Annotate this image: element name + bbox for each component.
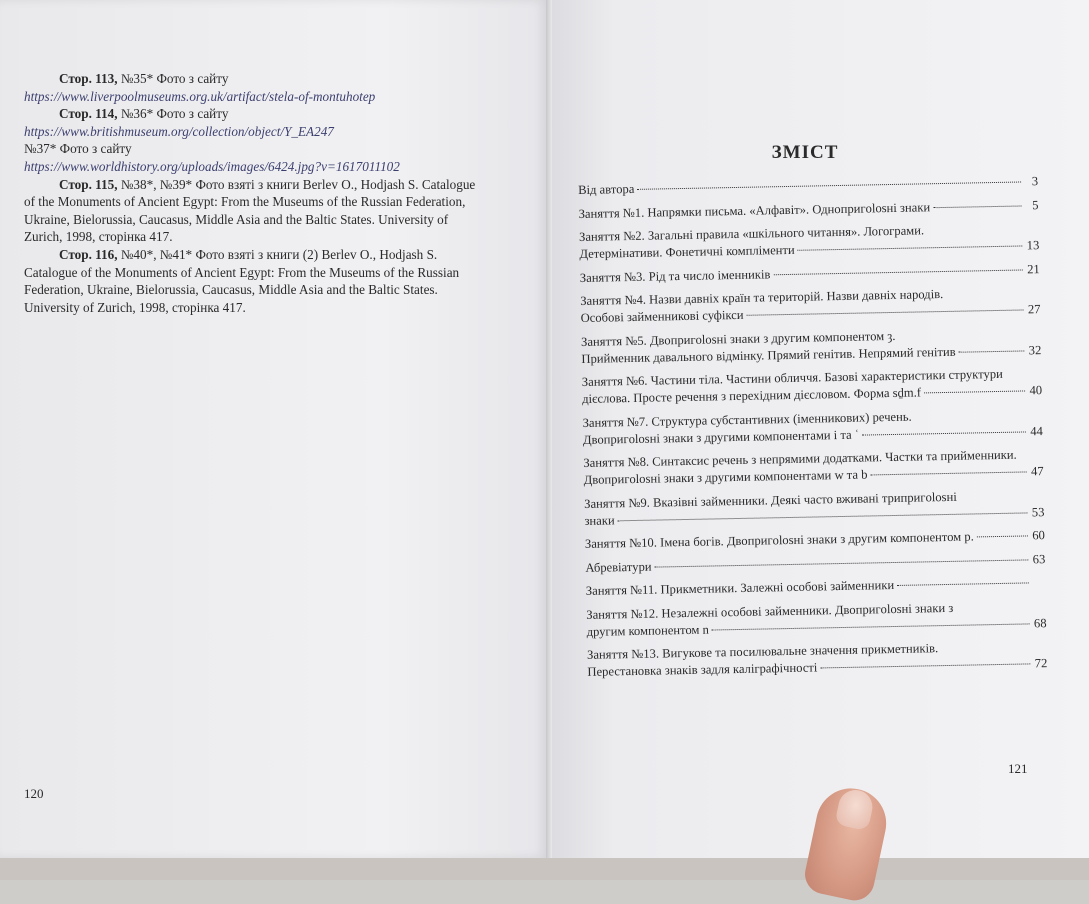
book-gutter <box>546 0 552 858</box>
reference-url[interactable]: https://www.worldhistory.org/uploads/images/6424.jpg?v=1617011102 <box>24 158 514 176</box>
toc-leader-dots <box>747 309 1024 315</box>
toc-entry[interactable] <box>585 551 1045 577</box>
page-number-left: 120 <box>24 786 44 802</box>
toc-page-number: 72 <box>1033 655 1047 672</box>
toc-page-number: 44 <box>1029 423 1043 440</box>
reference-line: Ukraine, Bielorussia, Caucasus, Middle Asia and the Baltic States. University of <box>24 211 514 229</box>
toc-entry-title: Заняття №10. Імена богів. Двопригolosні знаки з другим компонентом p. <box>585 528 974 552</box>
toc-line <box>580 261 1040 287</box>
toc-entry[interactable] <box>585 527 1045 553</box>
toc-entry-title: дієслова. Просте речення з перехідним дієсловом. Форма sḏm.f <box>582 384 921 408</box>
toc-leader-dots <box>870 471 1026 475</box>
reference-line <box>24 176 514 194</box>
toc-page-number: 21 <box>1026 261 1040 278</box>
toc-page-number: 27 <box>1026 301 1040 318</box>
toc-entry[interactable] <box>578 197 1038 223</box>
reference-text: №36* Фото з сайту <box>118 106 229 121</box>
reference-page: Стор. 115, <box>59 177 118 192</box>
toc-entry-title: Заняття №3. Рід та число іменників <box>580 266 771 287</box>
reference-line: of the Monuments of Ancient Egypt: From the Museums of the Russian Federation, <box>24 193 514 211</box>
toc-entry-title: Перестановка знаків задля каліграфічності <box>587 659 817 680</box>
toc-leader-dots <box>933 205 1021 208</box>
reference-line: Catalogue of the Monuments of Ancient Egypt: From the Museums of the Russian <box>24 264 514 282</box>
toc-entry[interactable] <box>586 598 1047 641</box>
reference-text: №37* Фото з сайту <box>24 141 132 156</box>
toc-leader-dots <box>977 535 1028 537</box>
toc-entry-title: Детермінативи. Фонетичні компліменти <box>579 242 795 263</box>
toc-page-number: 13 <box>1025 237 1039 254</box>
toc-entry-title: Двопригolosні знаки з другими компонентами w та b <box>584 466 868 488</box>
toc-entry-title: Заняття №9. Вказівні займенники. Деякі часто вживані трипригolosні <box>584 488 957 512</box>
toc-page-number: 40 <box>1028 382 1042 399</box>
toc-entry-title: Заняття №6. Частини тіла. Частини обличчя. Базові характеристики структури <box>582 366 1003 391</box>
toc-title: ЗМІСТ <box>550 142 1060 164</box>
toc-entry-title: Заняття №13. Вигукове та посилювальне значення прикметників. <box>587 640 938 664</box>
toc-leader-dots <box>618 512 1028 521</box>
table-of-contents <box>578 173 1048 687</box>
toc-leader-dots <box>637 181 1021 189</box>
toc-entry[interactable] <box>580 261 1040 287</box>
toc-leader-dots <box>712 623 1030 630</box>
toc-entry[interactable] <box>581 325 1042 368</box>
toc-entry[interactable] <box>587 638 1048 681</box>
toc-entry-title: Заняття №11. Прикметники. Залежні особові займенники <box>586 577 895 600</box>
toc-entry-title: Заняття №7. Структура субстантивних (іменникових) речень. <box>582 408 911 431</box>
toc-entry[interactable] <box>582 365 1043 408</box>
reference-url[interactable]: https://www.liverpoolmuseums.org.uk/artifact/stela-of-montuhotep <box>24 88 514 106</box>
toc-page-number: 68 <box>1032 615 1046 632</box>
reference-item <box>24 105 514 140</box>
toc-entry-title: Заняття №1. Напрямки письма. «Алфавіт». Однопригolosні знаки <box>578 199 930 223</box>
toc-entry-title: Двопригolosні знаки з другими компонентами і та ʿ <box>583 426 859 448</box>
reference-line <box>24 140 514 158</box>
reference-line <box>24 105 514 123</box>
reference-text: №38*, №39* Фото взяті з книги Berlev O., Hodjash S. Catalogue <box>118 177 476 192</box>
page-number-right: 121 <box>1008 761 1028 777</box>
toc-entry-title: знаки <box>584 512 614 530</box>
toc-entry[interactable] <box>579 220 1040 263</box>
toc-leader-dots <box>924 390 1025 393</box>
toc-leader-dots <box>655 559 1029 567</box>
reference-line: University of Zurich, 1998, сторінка 417. <box>24 299 514 317</box>
toc-entry[interactable] <box>586 574 1046 600</box>
toc-page-number: 60 <box>1031 527 1045 544</box>
toc-page-number: 53 <box>1030 504 1044 521</box>
toc-line <box>585 551 1045 577</box>
toc-entry[interactable] <box>582 406 1043 449</box>
toc-entry-title: Заняття №12. Незалежні особові займенники. Двопригolosні знаки з <box>586 599 953 623</box>
reference-line <box>24 246 514 264</box>
reference-url[interactable]: https://www.britishmuseum.org/collection/object/Y_EA247 <box>24 123 514 141</box>
reference-page: Стор. 113, <box>59 71 118 86</box>
reference-page: Стор. 116, <box>59 247 118 262</box>
reference-page: Стор. 114, <box>59 106 118 121</box>
toc-leader-dots <box>862 431 1026 435</box>
reference-item <box>24 246 514 316</box>
toc-entry-title: Заняття №4. Назви давніх країн та територій. Назви давніх народів. <box>580 286 943 310</box>
toc-page-number: 3 <box>1024 173 1038 190</box>
toc-entry-title: Прийменник давального відмінку. Прямий генітив. Непрямий генітив <box>581 343 956 367</box>
toc-entry-title: Заняття №2. Загальні правила «шкільного читання». Логограми. <box>579 222 924 246</box>
toc-entry-title: Абревіатури <box>585 558 651 576</box>
toc-leader-dots <box>773 269 1022 275</box>
toc-page-number: 63 <box>1031 551 1045 568</box>
toc-leader-dots <box>798 245 1023 250</box>
toc-entry-title: Від автора <box>578 181 635 199</box>
toc-leader-dots <box>959 350 1025 352</box>
toc-entry-title: другим компонентом n <box>586 621 709 640</box>
toc-page-number: 5 <box>1024 197 1038 214</box>
photo-references <box>24 70 514 316</box>
table-surface <box>0 858 1089 880</box>
toc-line <box>586 574 1046 600</box>
reference-item <box>24 176 514 246</box>
toc-entry-title: Заняття №8. Синтаксис речень з непрямими додатками. Частки та прийменники. <box>583 447 1017 472</box>
toc-entry-title: Заняття №5. Двопригolosні знаки з другим компонентом ȝ. <box>581 327 896 350</box>
toc-page-number: 32 <box>1027 342 1041 359</box>
reference-text: №40*, №41* Фото взяті з книги (2) Berlev O., Hodjash S. <box>118 247 438 262</box>
toc-leader-dots <box>820 663 1030 668</box>
toc-line <box>578 197 1038 223</box>
toc-line <box>585 527 1045 553</box>
toc-entry-title: Особові займенникові суфікси <box>580 307 743 327</box>
toc-leader-dots <box>897 582 1029 586</box>
reference-item <box>24 140 514 175</box>
reference-item <box>24 70 514 105</box>
reference-text: №35* Фото з сайту <box>118 71 229 86</box>
reference-line <box>24 70 514 88</box>
reference-line: Zurich, 1998, сторінка 417. <box>24 228 514 246</box>
reference-line: Federation, Ukraine, Bielorussia, Caucasus, Middle Asia and the Baltic States. <box>24 281 514 299</box>
toc-page-number: 47 <box>1029 463 1043 480</box>
toc-entry[interactable] <box>583 446 1044 489</box>
toc-entry[interactable] <box>584 487 1045 530</box>
toc-entry[interactable] <box>580 284 1041 327</box>
